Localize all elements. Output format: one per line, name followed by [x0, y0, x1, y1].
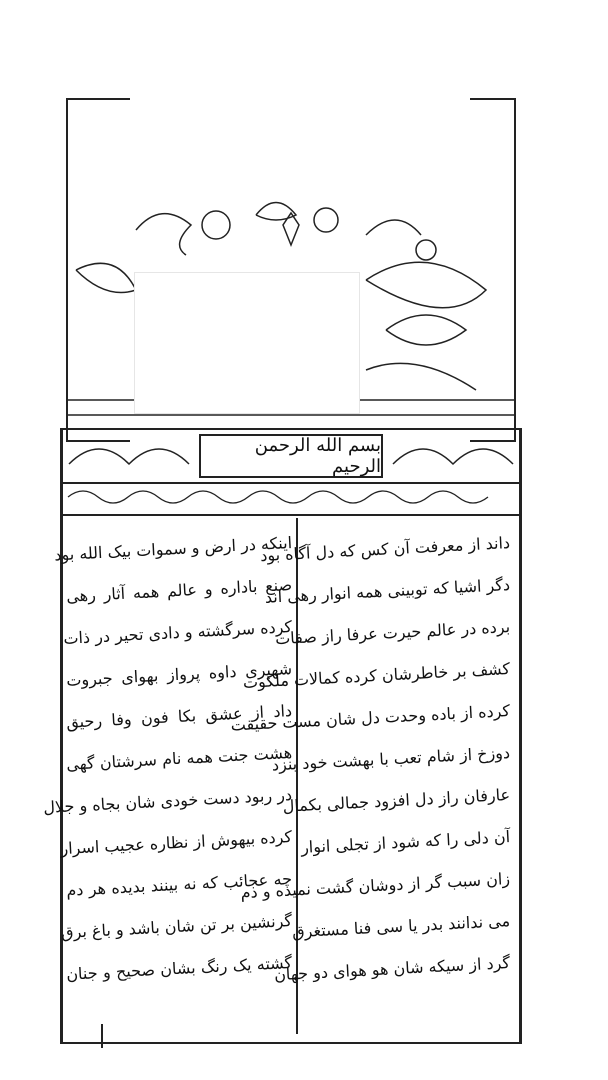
verse-line: دگر اشیا که توبینی همه انوار رهی اند [264, 575, 511, 607]
verse-line: در ربود دست خودی شان بجاه و جلال [42, 785, 293, 818]
verse-line: زان سبب گر از دوشان گشت نمیده و دم [240, 869, 511, 903]
leaf-chain-icon [63, 484, 515, 510]
bismillah-title: بسم الله الرحمن الرحیم [199, 434, 383, 478]
blank-cartouche [134, 272, 360, 414]
leaf-chain-border [60, 482, 522, 516]
verse-line: کشف بر خاطرشان کرده کمالات ملکوت [242, 659, 511, 692]
verse-line: چه عجائب که نه بینند بدیده هر دم [65, 869, 293, 900]
left-column [42, 522, 293, 984]
verse-line: می ندانند بدر یا سی فنا مستغرق [291, 911, 511, 942]
verse-line: کرده از باده وحدت دل شان مست حقیقت [230, 701, 511, 735]
verse-line: گرد از سیکه شان هو هوای دو جهان [273, 953, 511, 985]
leaf-scroll-right-icon [393, 434, 513, 474]
verse-line: برده در عالم حیرت عرفا راز صفات [274, 617, 511, 649]
verse-line: شهپری داوه پرواز بهوای جبروت [65, 659, 293, 690]
verse-line: داد از عشق بکا فون وفا رحیق [65, 701, 293, 732]
verse-line: کرده بیهوش از نظاره عجیب اسرار [59, 827, 293, 859]
verse-line: گرنشین بر تن شان باشد و باغ برق [60, 911, 293, 943]
verse-line: اینکه در ارض و سموات بیک الله بود [53, 533, 293, 565]
verse-line: دوزخ از شام تعب با بهشت خود بنزد [271, 743, 511, 775]
ink-tick [101, 1024, 103, 1048]
verse-line: گشته یک رنگ بشان صحیح و جنان [65, 953, 293, 984]
verse-line: داند از معرفت آن کس که دل آگاه بود [259, 533, 511, 566]
bismillah-band [60, 428, 522, 484]
verse-line: عارفان راز دل افزود جمالی بکمال [282, 785, 511, 816]
verse-line: صنع باداره و عالم همه آثار رهی [65, 575, 293, 606]
verse-line: کرده سرگشته و دادی تحیر در ذات [62, 617, 293, 648]
leaf-scroll-left-icon [69, 434, 189, 474]
verse-line: هشت جنت همه نام سرشتان گهی [65, 743, 293, 774]
right-column [230, 522, 511, 985]
verse-line: آن دلی را که شود از تجلی انوار [300, 827, 511, 857]
